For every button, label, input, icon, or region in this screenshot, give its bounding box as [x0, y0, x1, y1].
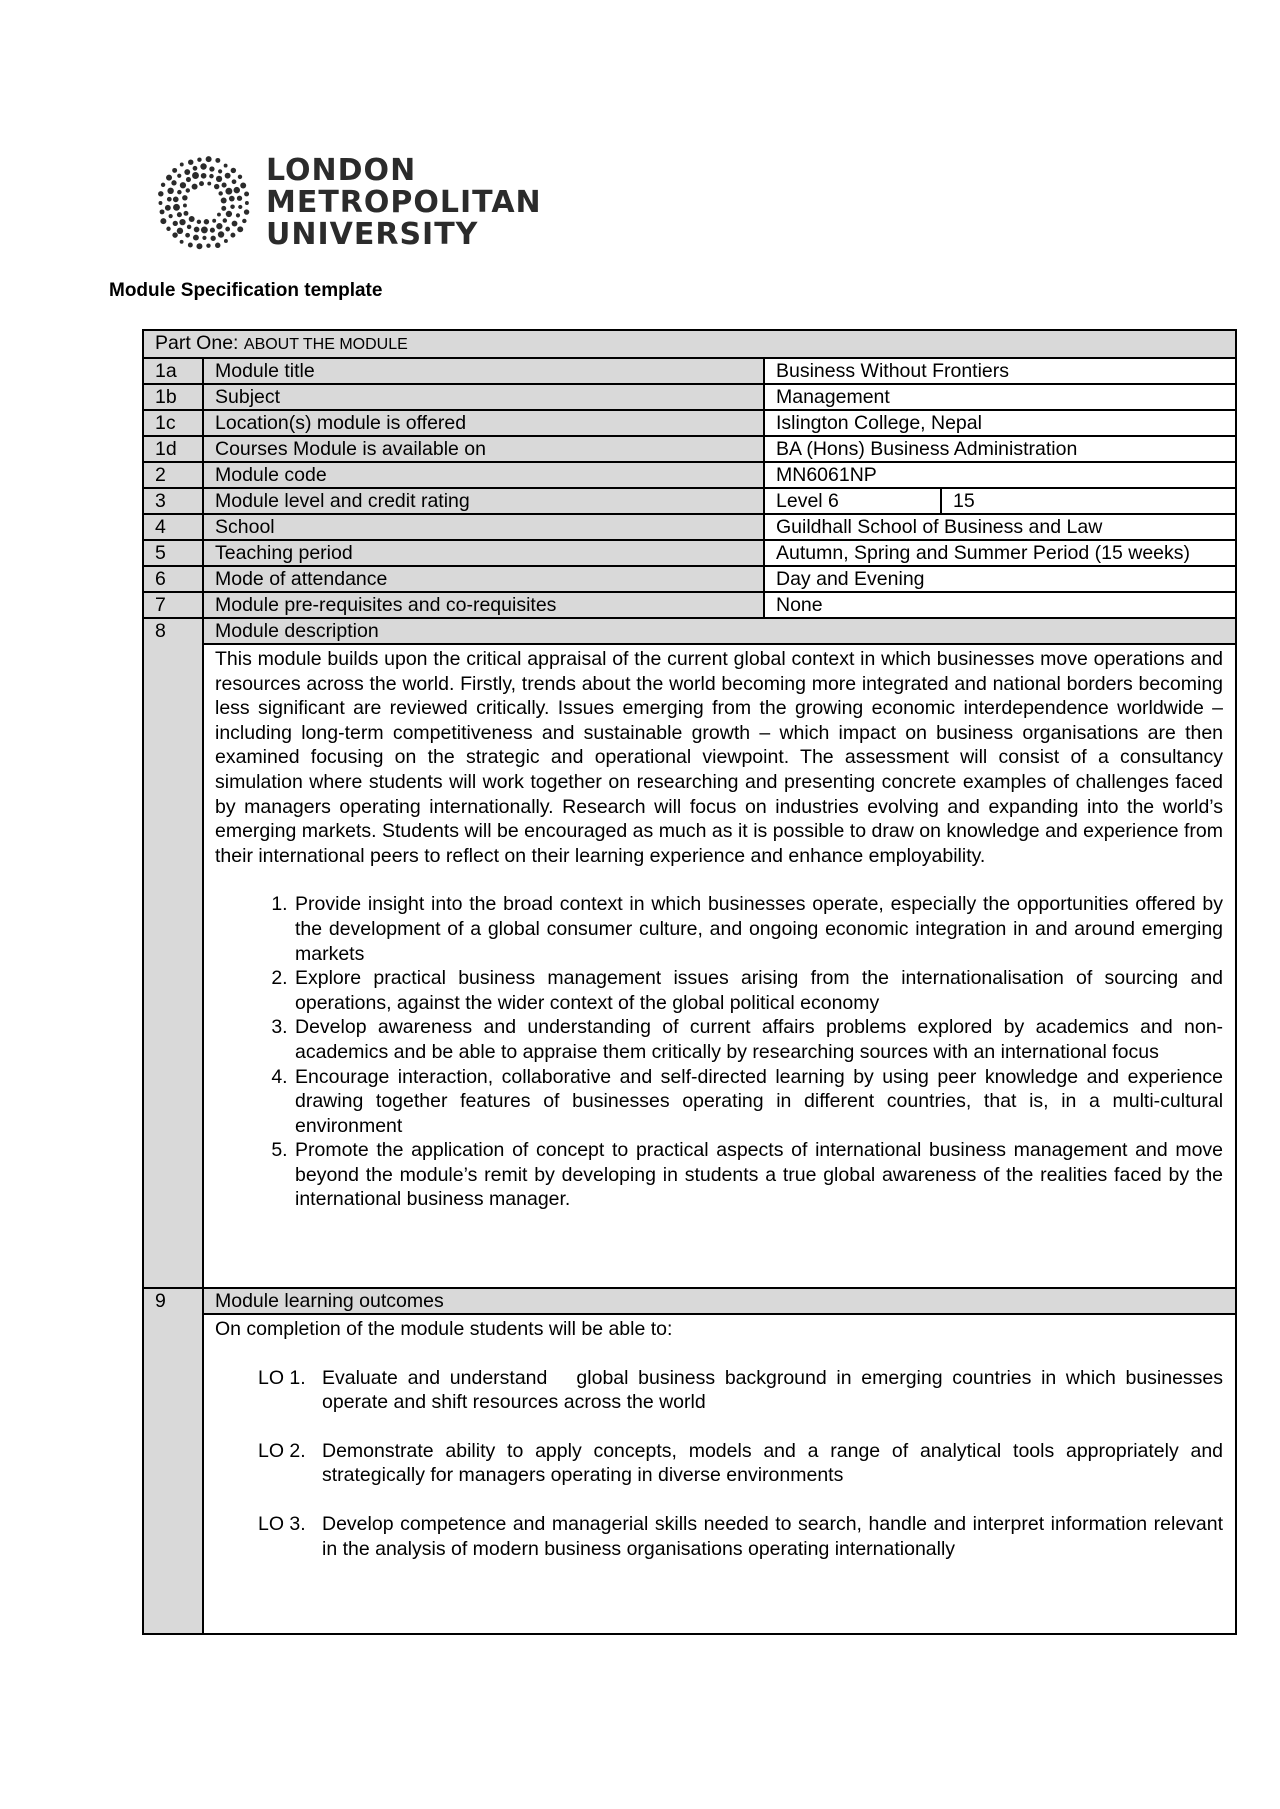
row-label: Module title [203, 358, 764, 384]
row-number: 8 [143, 618, 203, 1288]
document-title: Module Specification template [109, 280, 383, 301]
logo-wordmark [266, 155, 542, 251]
table-row [143, 566, 1236, 592]
description-header-row [143, 618, 1236, 644]
outcomes-body [203, 1314, 1236, 1634]
part-one-header-row [143, 330, 1236, 358]
row-number: 1a [143, 358, 203, 384]
row-number: 5 [143, 540, 203, 566]
outcome-text: Develop competence and managerial skills needed to search, handle and interpret information relevant in the analysis of modern business organisations operating internationally [322, 1512, 1224, 1560]
row-value: Management [764, 384, 1236, 410]
list-item: 4. Encourage interaction, collaborative and self-directed learning by using peer knowledge and experience drawing together features of businesses operating in different countries, that is, in a multi-cultural environment [293, 1065, 1223, 1139]
row-value: BA (Hons) Business Administration [764, 436, 1236, 462]
row-value: Autumn, Spring and Summer Period (15 weeks) [764, 540, 1236, 566]
module-spec-table [142, 329, 1237, 1635]
learning-outcome-2 [258, 1439, 1223, 1488]
row-label: Subject [203, 384, 764, 410]
row-number: 1d [143, 436, 203, 462]
row-label: Module code [203, 462, 764, 488]
list-item: 1. Provide insight into the broad context in which businesses operate, especially the opportunities offered by the development of a global consumer culture, and ongoing economic integration in and around emerging markets [293, 892, 1223, 966]
table-row [143, 358, 1236, 384]
table-row [143, 384, 1236, 410]
description-paragraph: This module builds upon the critical appraisal of the current global context in which businesses move operations and resources across the world. Firstly, trends about the world becoming more integrated and national borders becoming less significant are reviewed critically. Issues emerging from the growing economic interdependence worldwide – including long-term competitiveness and sustainable growth – which impact on business organisations are then examined focusing on the strategic and operational viewpoint. The assessment will consist of a consultancy simulation where students will work together on researching and presenting concrete examples of challenges faced by managers operating internationally. Research will focus on industries evolving and expanding into the world’s emerging markets. Students will be encouraged as much as it is possible to draw on knowledge and experience from their international peers to reflect on their learning experience and enhance employability. [215, 648, 1224, 867]
part-one-label-small: ABOUT THE MODULE [243, 336, 408, 353]
table-row [143, 436, 1236, 462]
table-row [143, 410, 1236, 436]
row-value: Day and Evening [764, 566, 1236, 592]
outcomes-body-row [143, 1314, 1236, 1634]
learning-outcome-3 [258, 1512, 1223, 1561]
row-number: 3 [143, 488, 203, 514]
row-number: 6 [143, 566, 203, 592]
table-row [143, 488, 1236, 514]
table-row [143, 540, 1236, 566]
outcomes-intro: On completion of the module students will be able to: [215, 1318, 673, 1340]
part-one-header [143, 330, 1236, 358]
row-label: Mode of attendance [203, 566, 764, 592]
outcomes-heading: Module learning outcomes [203, 1288, 1236, 1314]
learning-outcome-1 [258, 1366, 1229, 1415]
logo-line-3: UNIVERSITY [266, 217, 479, 252]
row-number: 4 [143, 514, 203, 540]
outcome-code: LO 2. [258, 1439, 306, 1462]
row-number: 1b [143, 384, 203, 410]
outcome-code: LO 3. [258, 1512, 306, 1535]
row-value: MN6061NP [764, 462, 1236, 488]
row-number: 1c [143, 410, 203, 436]
row-value: Business Without Frontiers [764, 358, 1236, 384]
table-row [143, 514, 1236, 540]
row-value-credits: 15 [941, 488, 1236, 514]
outcome-text: Evaluate and understand global business background in emerging countries in which businesses operate and shift resources across the world [322, 1366, 1229, 1414]
row-value: Islington College, Nepal [764, 410, 1236, 436]
row-value: Guildhall School of Business and Law [764, 514, 1236, 540]
row-value-level: Level 6 [764, 488, 941, 514]
outcome-text: Demonstrate ability to apply concepts, models and a range of analytical tools appropriately and strategically for managers operating in diverse environments [322, 1439, 1224, 1487]
row-label: Courses Module is available on [203, 436, 764, 462]
dot-ring-logo-icon [154, 153, 254, 253]
row-number: 9 [143, 1288, 203, 1634]
row-value: None [764, 592, 1236, 618]
part-one-label: Part One: [155, 332, 239, 354]
row-label: Location(s) module is offered [203, 410, 764, 436]
outcomes-header-row [143, 1288, 1236, 1314]
row-label: School [203, 514, 764, 540]
module-aims-list [215, 892, 1223, 1212]
list-item: 2. Explore practical business management issues arising from the internationalisation of sourcing and operations, against the wider context of the global political economy [293, 966, 1223, 1015]
table-row [143, 592, 1236, 618]
description-heading: Module description [203, 618, 1236, 644]
outcome-code: LO 1. [258, 1366, 306, 1389]
row-label: Teaching period [203, 540, 764, 566]
logo-line-1: LONDON [266, 153, 417, 188]
list-item: 3. Develop awareness and understanding of current affairs problems explored by academics and non-academics and be able to appraise them critically by researching sources with an international focus [293, 1015, 1223, 1064]
description-body-row [143, 644, 1236, 1288]
list-item: 5. Promote the application of concept to practical aspects of international business management and move beyond the module’s remit by developing in students a true global awareness of the realities faced by the international business manager. [293, 1138, 1223, 1212]
row-label: Module level and credit rating [203, 488, 764, 514]
row-number: 2 [143, 462, 203, 488]
row-number: 7 [143, 592, 203, 618]
university-logo [154, 153, 542, 253]
description-body [203, 644, 1236, 1288]
table-row [143, 462, 1236, 488]
row-label: Module pre-requisites and co-requisites [203, 592, 764, 618]
logo-line-2: METROPOLITAN [266, 185, 542, 220]
